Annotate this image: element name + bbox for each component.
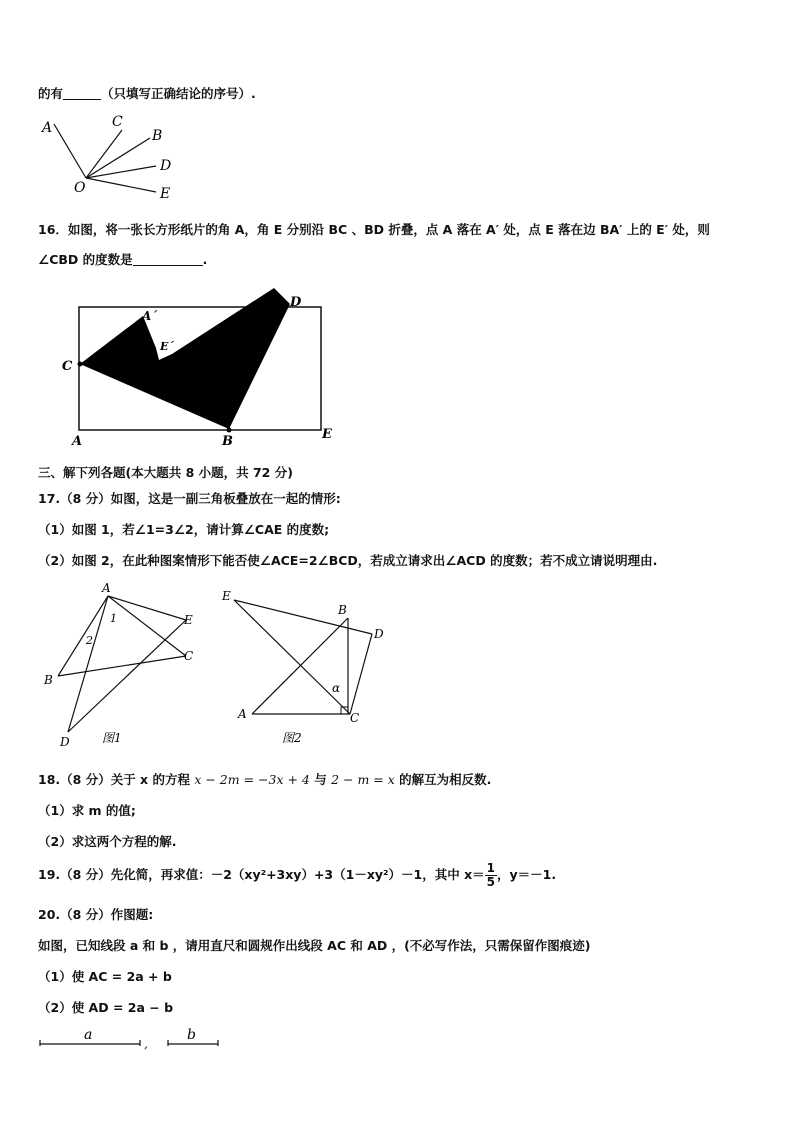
- q17-part1: （1）如图 1，若∠1=3∠2，请计算∠CAE 的度数;: [38, 522, 330, 537]
- q18-title-suffix: 的解互为相反数.: [399, 772, 492, 787]
- angle-1-label: 1: [110, 612, 117, 625]
- q17-figure-1: [40, 582, 210, 750]
- q20-part2: （2）使 AD = 2a − b: [38, 1000, 174, 1015]
- label-E: E: [160, 186, 171, 202]
- label-E: E: [184, 613, 193, 627]
- q18-equation-1: x − 2m = −3x + 4: [194, 772, 310, 787]
- label-A: A: [72, 434, 83, 449]
- label-B: B: [222, 434, 233, 449]
- label-E-prime: E´: [160, 340, 174, 353]
- label-C: C: [350, 711, 360, 725]
- q16-text-line1: 16．如图，将一张长方形纸片的角 A，角 E 分别沿 BC 、BD 折叠，点 A 落在 A′ 处，点 E 落在边 BA′ 上的 E′ 处，则: [38, 222, 710, 237]
- angle-2-label: 2: [86, 634, 93, 647]
- q18-title-prefix: 18.（8 分）关于 x 的方程: [38, 772, 190, 787]
- q19-suffix: ，y＝－1.: [497, 867, 557, 882]
- q18-part2: （2）求这两个方程的解.: [38, 834, 177, 849]
- label-B: B: [152, 128, 163, 144]
- folded-region: [80, 288, 290, 429]
- q18-title: [38, 770, 491, 788]
- q17-title: 17.（8 分）如图，这是一副三角板叠放在一起的情形:: [38, 491, 341, 506]
- figure-1-caption: 图1: [102, 731, 122, 745]
- label-D: D: [60, 735, 70, 749]
- q19-prefix: 19.（8 分）先化简，再求值：－2（xy²+3xy）+3（1－xy²）－1，其中 x＝: [38, 867, 485, 882]
- alpha-label: α: [332, 681, 341, 695]
- answer-blank[interactable]: [63, 99, 101, 100]
- q20-title: 20.（8 分）作图题:: [38, 907, 154, 922]
- q19-fraction: [485, 862, 497, 889]
- label-A-prime: A´: [142, 309, 158, 323]
- q17-part2: （2）如图 2，在此种图案情形下能否使∠ACE=2∠BCD，若成立请求出∠ACD 的度数；若不成立请说明理由.: [38, 553, 658, 568]
- q20-description: 如图，已知线段 a 和 b ，请用直尺和圆规作出线段 AC 和 AD ，(不必写作法，只需保留作图痕迹): [38, 938, 591, 953]
- label-D: D: [160, 158, 172, 174]
- q15-tail-prefix: 的有: [38, 86, 64, 101]
- q15-tail-suffix: （只填写正确结论的序号）.: [101, 86, 256, 101]
- label-D: D: [290, 295, 302, 310]
- fraction-numerator: 1: [486, 861, 495, 875]
- q16-fold-figure: [56, 280, 346, 450]
- label-E: E: [322, 427, 332, 442]
- q18-middle: 与: [314, 772, 327, 787]
- q18-equation-2: 2 − m = x: [331, 772, 395, 787]
- label-A: A: [238, 707, 247, 721]
- q16-text-line2: [38, 250, 207, 268]
- label-C: C: [112, 114, 123, 130]
- q16-line2-prefix: ∠CBD 的度数是: [38, 252, 133, 267]
- segment-b-label: b: [187, 1027, 196, 1043]
- q18-part1: （1）求 m 的值;: [38, 803, 136, 818]
- label-C: C: [184, 649, 194, 663]
- label-C: C: [62, 359, 73, 374]
- label-D: D: [374, 627, 384, 641]
- label-B: B: [44, 673, 53, 687]
- label-A: A: [102, 582, 111, 595]
- label-A: A: [42, 120, 53, 136]
- q16-line2-suffix: .: [202, 252, 208, 267]
- label-E: E: [222, 589, 231, 603]
- section3-heading: 三、解下列各题(本大题共 8 小题，共 72 分): [38, 465, 293, 480]
- q20-segments: [36, 1026, 236, 1052]
- segment-a-label: a: [84, 1027, 93, 1043]
- label-O: O: [74, 180, 86, 196]
- q15-rays-figure: [36, 108, 186, 204]
- q15-tail: [38, 84, 256, 102]
- q20-part1: （1）使 AC = 2a + b: [38, 969, 172, 984]
- svg-text:,: ,: [144, 1037, 148, 1051]
- fraction-denominator: 5: [486, 875, 495, 889]
- figure-2-caption: 图2: [282, 731, 302, 745]
- answer-blank[interactable]: [133, 265, 203, 266]
- label-B: B: [338, 603, 347, 617]
- q19-line: [38, 862, 556, 889]
- q17-figure-2: [218, 586, 398, 746]
